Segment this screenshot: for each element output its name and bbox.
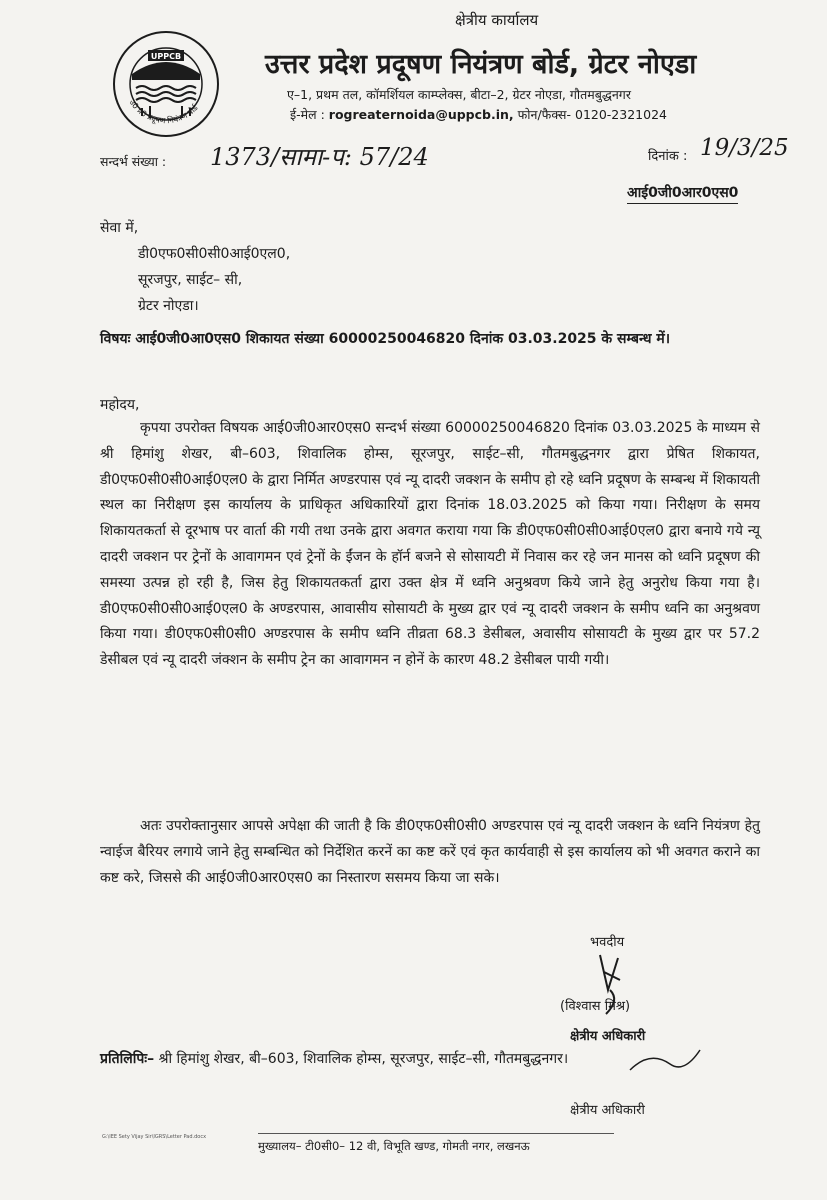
copy-designation: क्षेत्रीय अधिकारी	[570, 1103, 645, 1118]
svg-text:उ0 प्र0 प्रदूषण नियंत्रण बोर्ड	[128, 98, 201, 125]
phone-fax: फोन/फैक्स- 0120-2321024	[517, 107, 667, 122]
addressee-block	[100, 215, 290, 319]
office-address: ए–1, प्रथम तल, कॉमर्शियल काम्प्लेक्स, बीटा–2, ग्रेटर नोएडा, गौतमबुद्धनगर	[287, 87, 631, 102]
signatory-name: (विश्वास मिश्र)	[560, 999, 631, 1014]
copy-recipient: श्री हिमांशु शेखर, बी–603, शिवालिक होम्स, सूरजपुर, साईट–सी, गौतमबुद्धनगर।	[158, 1051, 569, 1067]
office-small-label: क्षेत्रीय कार्यालय	[455, 11, 539, 29]
uppcb-logo	[112, 30, 220, 138]
reference-label: सन्दर्भ संख्या :	[100, 154, 167, 169]
logo-ring-text: उ0 प्र0 प्रदूषण नियंत्रण बोर्ड	[127, 98, 200, 126]
body-paragraph-1: कृपया उपरोक्त विषयक आई0जी0आर0एस0 सन्दर्भ संख्या 60000250046820 दिनांक 03.03.2025 के माध्यम से श्री हिमांशु शेखर, बी–603, शिवालिक होम्स, सूरजपुर, साईट–सी, गौतमबुद्धनगर द्वारा प्रेषित शिकायत, डी0एफ0सी0सी0आई0एल0 के द्वारा निर्मित अण्डरपास एवं न्यू दादरी जक्शन के समीप हो रहे ध्वनि प्रदूषण के सम्बन्ध में शिकायती स्थल का निरीक्षण इस कार्यालय के प्राधिकृत अधिकारियों द्वारा दिनांक 18.03.2025 को किया गया। निरीक्षण के समय शिकायतकर्ता से दूरभाष पर वार्ता की गयी तथा उनके द्वारा अवगत कराया गया कि डी0एफ0सी0सी0आई0एल0 द्वारा बनाये गये न्यू दादरी जक्शन पर ट्रेनों के आवागमन एवं ट्रेनों के ईंजन के हॉर्न बजने से सोसायटी में निवास कर रहे जन मानस को ध्वनि प्रदूषण की समस्या उत्पन्न हो रही है, जिस हेतु शिकायतकर्ता द्वारा उक्त क्षेत्र में ध्वनि अनुश्रवण किये जाने हेतु अनुरोध किया गया है। डी0एफ0सी0सी0आई0एल0 के अण्डरपास, आवासीय सोसायटी के मुख्य द्वार एवं न्यू दादरी जक्शन के समीप ध्वनि का अनुश्रवण किया गया। डी0एफ0सी0सी0 अण्डरपास के समीप ध्वनि तीव्रता 68.3 डेसीबल, अवासीय सोसायटी के मुख्य द्वार पर 57.2 डेसीबल एवं न्यू दादरी जंक्शन के समीप ट्रेन का आवागमन न होनें के कारण 48.2 डेसीबल पायी गयी।	[100, 420, 760, 669]
copy-to-line	[100, 1049, 568, 1068]
salutation: महोदय,	[100, 397, 140, 413]
addressee-line: डी0एफ0सी0सी0आई0एल0,	[138, 246, 291, 262]
copy-label: प्रतिलिपिः–	[100, 1051, 155, 1067]
addressee-line: सूरजपुर, साईट– सी,	[138, 272, 243, 288]
copy-signature-mark	[620, 1040, 720, 1080]
footer-divider	[258, 1133, 614, 1134]
subject-line: विषयः आई0जी0आ0एस0 शिकायत संख्या 60000250046820 दिनांक 03.03.2025 के सम्बन्ध में।	[100, 331, 671, 347]
date-label: दिनांक :	[648, 149, 688, 164]
headquarters-footer: मुख्यालय– टी0सी0– 12 वी, विभूति खण्ड, गोमती नगर, लखनऊ	[258, 1139, 530, 1153]
seva-mein: सेवा में,	[100, 220, 139, 236]
body-paragraph-2: अतः उपरोक्तानुसार आपसे अपेक्षा की जाती है कि डी0एफ0सी0सी0 अण्डरपास एवं न्यू दादरी जक्शन के ध्वनि नियंत्रण हेतु न्वाईज बैरियर लगाये जाने हेतु सम्बन्धित को निर्देशित करनें का कष्ट करें एवं कृत कार्यवाही से इस कार्यालय को भी अवगत कराने का कष्ट करे, जिससे की आई0जी0आर0एस0 का निस्तारण ससमय किया जा सके।	[100, 818, 760, 886]
reference-number-handwritten: 1373/सामा-प: 57/24	[210, 143, 429, 171]
email-link[interactable]: rogreaternoida@uppcb.in,	[328, 107, 514, 122]
office-contact	[290, 106, 667, 123]
date-handwritten: 19/3/25	[700, 135, 789, 161]
closing-bhavdiya: भवदीय	[590, 935, 625, 950]
email-label: ई-मेल :	[290, 107, 325, 122]
igrs-tag: आई0जी0आर0एस0	[627, 183, 738, 204]
board-title: उत्तर प्रदेश प्रदूषण नियंत्रण बोर्ड, ग्रेटर नोएडा	[265, 49, 697, 80]
file-path-footnote: G:\IEE Sety Vijay Sir\IGRS\Letter Pad.docx	[102, 1134, 207, 1140]
signatory-designation: क्षेत्रीय अधिकारी	[570, 1029, 646, 1044]
addressee-line: ग्रेटर नोएडा।	[138, 298, 199, 314]
logo-abbr: UPPCB	[150, 52, 182, 61]
